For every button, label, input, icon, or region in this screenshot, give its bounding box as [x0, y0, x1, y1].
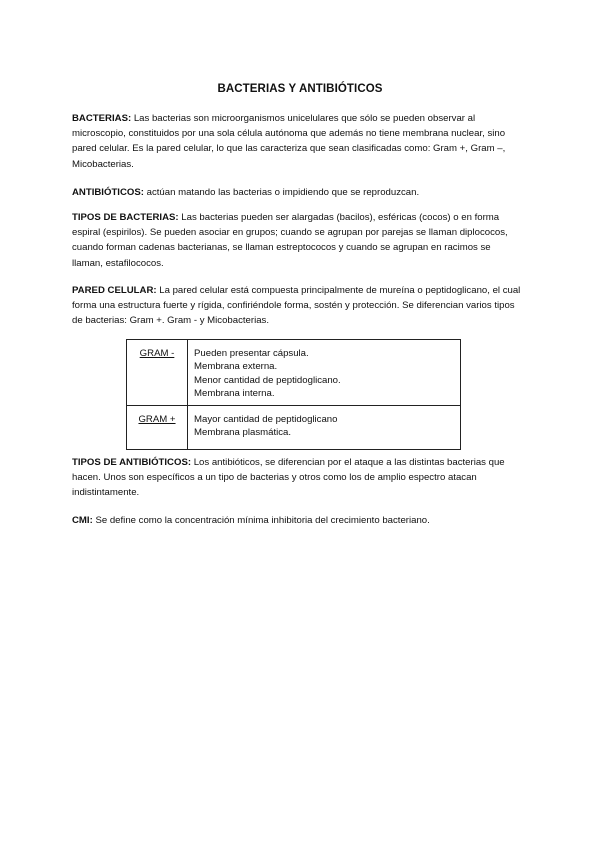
- section-antibioticos: [72, 185, 524, 200]
- table-row-description: [188, 406, 461, 450]
- section-pared-celular: [72, 283, 524, 329]
- document-title: BACTERIAS Y ANTIBIÓTICOS: [217, 83, 383, 95]
- section-text: La pared celular está compuesta principalmente de mureína o peptidoglicano, el cual forma una estructura fuerte y rígida, confiriéndole forma, sostén y protección. Se diferencian varios tipos de bacterias: Gram +. Gram - y Micobacterias.: [72, 285, 521, 327]
- section-label: CMI:: [72, 515, 93, 526]
- section-text: actúan matando las bacterias o impidiendo que se reproduzcan.: [143, 187, 420, 198]
- table-row-label: GRAM -: [127, 340, 188, 406]
- table-line: Mayor cantidad de peptidoglicano: [194, 414, 338, 425]
- section-bacterias: [72, 111, 524, 172]
- section-text: Se define como la concentración mínima inhibitoria del crecimiento bacteriano.: [92, 515, 430, 526]
- section-label: BACTERIAS:: [72, 113, 132, 124]
- gram-comparison-table: [126, 339, 461, 450]
- section-tipos-de-antibioticos: [72, 455, 524, 501]
- table-row-description: [188, 340, 461, 406]
- section-label: TIPOS DE BACTERIAS:: [72, 212, 179, 223]
- section-label: ANTIBIÓTICOS:: [72, 187, 144, 198]
- table-line: Membrana interna.: [194, 388, 275, 400]
- table-line: Membrana plasmática.: [194, 427, 292, 439]
- section-text: Las bacterias son microorganismos unicelulares que sólo se pueden observar al microscopio, constituidos por una sola célula autónoma que además no tiene membrana nuclear, sino pared celular. Es la pared celular, lo que las caracteriza que sean clasificadas como: Gram +, Gram –, Micobacterias.: [72, 113, 506, 170]
- table-line: Menor cantidad de peptidoglicano.: [194, 374, 341, 386]
- section-tipos-de-bacterias: [72, 210, 524, 271]
- section-label: PARED CELULAR:: [72, 285, 157, 296]
- table-line: Pueden presentar cápsula.: [194, 348, 309, 359]
- table-row: [127, 406, 461, 450]
- table-row: [127, 340, 461, 406]
- section-label: TIPOS DE ANTIBIÓTICOS:: [72, 457, 192, 468]
- section-text: Los antibióticos, se diferencian por el ataque a las distintas bacterias que hacen. Unos son específicos a un tipo de bacterias y otros como los de amplio espectro atacan indistintamente.: [72, 457, 505, 499]
- section-text: Las bacterias pueden ser alargadas (bacilos), esféricas (cocos) o en forma espiral (espirilos). Se pueden asociar en grupos; cuando se agrupan por parejas se llaman diplococos, cuando forman cadenas bacterianas, se llaman estreptococos y cuando se agrupan en racimos se llaman, estafilococos.: [72, 212, 508, 269]
- table-line: Membrana externa.: [194, 361, 278, 373]
- section-cmi: [72, 513, 524, 528]
- table-row-label: GRAM +: [127, 406, 188, 450]
